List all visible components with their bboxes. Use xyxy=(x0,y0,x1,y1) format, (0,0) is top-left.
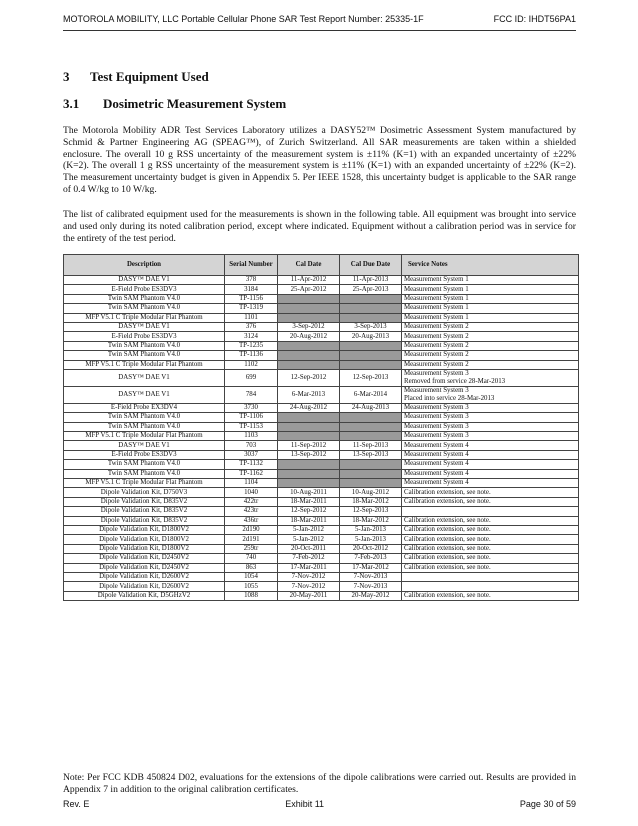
cell-cal-due: 7-Nov-2013 xyxy=(340,582,402,591)
service-note-line: Measurement System 3 xyxy=(404,386,469,394)
cell-serial: 2d191 xyxy=(225,535,278,544)
section-title: Test Equipment Used xyxy=(90,69,209,84)
table-row xyxy=(64,341,579,350)
cell-cal-date: 7-Nov-2012 xyxy=(278,582,340,591)
cell-serial: TP-1319 xyxy=(225,304,278,313)
cell-description: Twin SAM Phantom V4.0 xyxy=(64,351,225,360)
table-row xyxy=(64,582,579,591)
cell-cal-due: 12-Sep-2013 xyxy=(340,507,402,516)
cell-description: E-Field Probe ES3DV3 xyxy=(64,332,225,341)
cell-description: Dipole Validation Kit, D1800V2 xyxy=(64,525,225,534)
cell-cal-date: 11-Apr-2012 xyxy=(278,276,340,285)
table-row xyxy=(64,294,579,303)
cell-service-notes xyxy=(402,386,579,403)
cell-description: Twin SAM Phantom V4.0 xyxy=(64,460,225,469)
cell-serial: 1040 xyxy=(225,488,278,497)
cell-cal-date: 5-Jan-2012 xyxy=(278,525,340,534)
table-row xyxy=(64,386,579,403)
cell-cal-due: 18-Mar-2012 xyxy=(340,516,402,525)
calibration-note: Note: Per FCC KDB 450824 D02, evaluations for the extensions of the dipole calibrations were carried out. Results are provided in Appendix 7 in addition to the original calibration certificates. xyxy=(63,772,576,795)
cell-description: Twin SAM Phantom V4.0 xyxy=(64,294,225,303)
cell-service-notes: Calibration extension, see note. xyxy=(402,563,579,572)
col-header-description: Description xyxy=(64,255,225,276)
footer-page-number: Page 30 of 59 xyxy=(519,799,576,809)
section-number: 3 xyxy=(63,69,70,84)
cell-cal-date: 20-Oct-2011 xyxy=(278,544,340,553)
cell-description: DASY™ DAE V1 xyxy=(64,386,225,403)
cell-serial: 3184 xyxy=(225,285,278,294)
col-header-serial: Serial Number xyxy=(225,255,278,276)
table-row xyxy=(64,488,579,497)
cell-service-notes xyxy=(402,507,579,516)
cell-cal-date xyxy=(278,432,340,441)
cell-description: Twin SAM Phantom V4.0 xyxy=(64,422,225,431)
cell-cal-date xyxy=(278,304,340,313)
cell-cal-due: 18-Mar-2012 xyxy=(340,497,402,506)
cell-description: Dipole Validation Kit, D2450V2 xyxy=(64,563,225,572)
cell-serial: 703 xyxy=(225,441,278,450)
cell-description: Dipole Validation Kit, D750V3 xyxy=(64,488,225,497)
table-row xyxy=(64,276,579,285)
table-row xyxy=(64,369,579,386)
cell-description: DASY™ DAE V1 xyxy=(64,276,225,285)
service-note-subline: Removed from service 28-Mar-2013 xyxy=(404,377,506,385)
cell-description: Dipole Validation Kit, D835V2 xyxy=(64,497,225,506)
table-row xyxy=(64,304,579,313)
cell-cal-date: 6-Mar-2013 xyxy=(278,386,340,403)
cell-service-notes: Measurement System 2 xyxy=(402,351,579,360)
cell-serial: 2d190 xyxy=(225,525,278,534)
table-row xyxy=(64,535,579,544)
table-row xyxy=(64,497,579,506)
table-row xyxy=(64,572,579,581)
table-row xyxy=(64,285,579,294)
cell-cal-date: 7-Feb-2012 xyxy=(278,554,340,563)
cell-service-notes: Measurement System 3 xyxy=(402,413,579,422)
cell-serial: 1103 xyxy=(225,432,278,441)
cell-cal-date: 18-Mar-2011 xyxy=(278,516,340,525)
cell-service-notes: Measurement System 4 xyxy=(402,460,579,469)
cell-cal-date xyxy=(278,313,340,322)
cell-service-notes: Measurement System 2 xyxy=(402,341,579,350)
table-row xyxy=(64,413,579,422)
cell-cal-date xyxy=(278,413,340,422)
cell-serial: 378 xyxy=(225,276,278,285)
cell-service-notes: Measurement System 1 xyxy=(402,304,579,313)
cell-cal-date: 5-Jan-2012 xyxy=(278,535,340,544)
cell-cal-date: 18-Mar-2011 xyxy=(278,497,340,506)
table-row xyxy=(64,403,579,412)
section-heading xyxy=(63,69,209,85)
cell-cal-due: 6-Mar-2014 xyxy=(340,386,402,403)
cell-service-notes: Calibration extension, see note. xyxy=(402,525,579,534)
cell-description: Dipole Validation Kit, D835V2 xyxy=(64,516,225,525)
cell-description: MFP V5.1 C Triple Modular Flat Phantom xyxy=(64,313,225,322)
cell-cal-due: 11-Apr-2013 xyxy=(340,276,402,285)
cell-cal-date xyxy=(278,479,340,488)
service-note-line: Measurement System 3 xyxy=(404,369,469,377)
table-row xyxy=(64,591,579,600)
page-header xyxy=(63,8,576,30)
table-row xyxy=(64,322,579,331)
cell-service-notes xyxy=(402,369,579,386)
cell-description: DASY™ DAE V1 xyxy=(64,369,225,386)
cell-description: Dipole Validation Kit, D835V2 xyxy=(64,507,225,516)
cell-service-notes: Measurement System 3 xyxy=(402,432,579,441)
subsection-number: 3.1 xyxy=(63,96,80,111)
cell-description: MFP V5.1 C Triple Modular Flat Phantom xyxy=(64,432,225,441)
cell-cal-date: 12-Sep-2012 xyxy=(278,369,340,386)
subsection-title: Dosimetric Measurement System xyxy=(103,96,287,111)
cell-description: DASY™ DAE V1 xyxy=(64,441,225,450)
cell-cal-date xyxy=(278,360,340,369)
table-row xyxy=(64,516,579,525)
cell-service-notes: Calibration extension, see note. xyxy=(402,535,579,544)
cell-cal-due xyxy=(340,294,402,303)
cell-description: E-Field Probe ES3DV3 xyxy=(64,285,225,294)
cell-cal-due: 12-Sep-2013 xyxy=(340,369,402,386)
cell-serial: 3124 xyxy=(225,332,278,341)
table-row xyxy=(64,432,579,441)
cell-cal-due xyxy=(340,313,402,322)
cell-service-notes: Measurement System 2 xyxy=(402,332,579,341)
cell-service-notes xyxy=(402,572,579,581)
cell-cal-date: 25-Apr-2012 xyxy=(278,285,340,294)
cell-service-notes: Measurement System 4 xyxy=(402,450,579,459)
cell-serial: 1088 xyxy=(225,591,278,600)
cell-serial: 740 xyxy=(225,554,278,563)
cell-description: Twin SAM Phantom V4.0 xyxy=(64,469,225,478)
equipment-list-paragraph: The list of calibrated equipment used for the measurements is shown in the following table. All equipment was brought into service and used only during its noted calibration period, except where indicated. Equipment without a calibration period was in service for the entirety of the test period. xyxy=(63,209,576,244)
cell-description: Dipole Validation Kit, D2450V2 xyxy=(64,554,225,563)
cell-service-notes: Calibration extension, see note. xyxy=(402,591,579,600)
cell-description: MFP V5.1 C Triple Modular Flat Phantom xyxy=(64,360,225,369)
cell-serial: 436tr xyxy=(225,516,278,525)
cell-description: Twin SAM Phantom V4.0 xyxy=(64,304,225,313)
cell-serial: 3037 xyxy=(225,450,278,459)
cell-serial: 423tr xyxy=(225,507,278,516)
table-row xyxy=(64,332,579,341)
cell-serial: 422tr xyxy=(225,497,278,506)
cell-cal-due: 20-May-2012 xyxy=(340,591,402,600)
cell-cal-date: 7-Nov-2012 xyxy=(278,572,340,581)
cell-serial: TP-1162 xyxy=(225,469,278,478)
cell-service-notes: Measurement System 3 xyxy=(402,403,579,412)
cell-description: Dipole Validation Kit, D1800V2 xyxy=(64,544,225,553)
cell-serial: 784 xyxy=(225,386,278,403)
cell-description: Dipole Validation Kit, D2600V2 xyxy=(64,572,225,581)
cell-cal-due: 17-Mar-2012 xyxy=(340,563,402,572)
subsection-heading xyxy=(63,96,286,112)
cell-cal-due: 3-Sep-2013 xyxy=(340,322,402,331)
cell-cal-date: 24-Aug-2012 xyxy=(278,403,340,412)
cell-serial: 699 xyxy=(225,369,278,386)
cell-cal-date: 13-Sep-2012 xyxy=(278,450,340,459)
cell-cal-due: 10-Aug-2012 xyxy=(340,488,402,497)
cell-serial: 376 xyxy=(225,322,278,331)
table-header-row xyxy=(64,255,579,276)
table-row xyxy=(64,563,579,572)
cell-description: E-Field Probe ES3DV3 xyxy=(64,450,225,459)
cell-cal-due: 24-Aug-2013 xyxy=(340,403,402,412)
cell-service-notes: Calibration extension, see note. xyxy=(402,497,579,506)
cell-description: Dipole Validation Kit, D1800V2 xyxy=(64,535,225,544)
cell-cal-date: 11-Sep-2012 xyxy=(278,441,340,450)
table-row xyxy=(64,525,579,534)
cell-cal-date xyxy=(278,422,340,431)
cell-cal-date: 10-Aug-2011 xyxy=(278,488,340,497)
table-row xyxy=(64,450,579,459)
cell-serial: 3730 xyxy=(225,403,278,412)
cell-service-notes: Measurement System 3 xyxy=(402,422,579,431)
cell-cal-due: 5-Jan-2013 xyxy=(340,535,402,544)
table-row xyxy=(64,313,579,322)
cell-serial: 1104 xyxy=(225,479,278,488)
table-row xyxy=(64,351,579,360)
cell-serial: 863 xyxy=(225,563,278,572)
cell-service-notes: Measurement System 4 xyxy=(402,441,579,450)
cell-description: DASY™ DAE V1 xyxy=(64,322,225,331)
cell-service-notes xyxy=(402,582,579,591)
cell-cal-date xyxy=(278,469,340,478)
cell-cal-due xyxy=(340,479,402,488)
cell-cal-due xyxy=(340,413,402,422)
cell-service-notes: Measurement System 1 xyxy=(402,313,579,322)
col-header-cal-due: Cal Due Date xyxy=(340,255,402,276)
cell-description: Dipole Validation Kit, D5GHzV2 xyxy=(64,591,225,600)
table-row xyxy=(64,460,579,469)
header-left-text: MOTOROLA MOBILITY, LLC Portable Cellular Phone SAR Test Report Number: 25335-1F xyxy=(63,14,424,24)
table-row xyxy=(64,554,579,563)
cell-service-notes: Measurement System 4 xyxy=(402,469,579,478)
cell-cal-date xyxy=(278,341,340,350)
header-fcc-id: FCC ID: IHDT56PA1 xyxy=(493,14,576,24)
cell-serial: TP-1156 xyxy=(225,294,278,303)
cell-description: Twin SAM Phantom V4.0 xyxy=(64,341,225,350)
cell-cal-due: 13-Sep-2013 xyxy=(340,450,402,459)
cell-service-notes: Measurement System 1 xyxy=(402,276,579,285)
cell-service-notes: Measurement System 1 xyxy=(402,285,579,294)
cell-description: Dipole Validation Kit, D2600V2 xyxy=(64,582,225,591)
cell-serial: TP-1153 xyxy=(225,422,278,431)
table-row xyxy=(64,544,579,553)
cell-service-notes: Calibration extension, see note. xyxy=(402,554,579,563)
cell-cal-due xyxy=(340,422,402,431)
cell-serial: 1101 xyxy=(225,313,278,322)
cell-service-notes: Measurement System 2 xyxy=(402,360,579,369)
cell-description: Twin SAM Phantom V4.0 xyxy=(64,413,225,422)
cell-serial: TP-1136 xyxy=(225,351,278,360)
page-footer xyxy=(63,799,576,809)
cell-serial: TP-1132 xyxy=(225,460,278,469)
table-row xyxy=(64,441,579,450)
cell-cal-date xyxy=(278,351,340,360)
cell-cal-due xyxy=(340,360,402,369)
cell-cal-due: 7-Nov-2013 xyxy=(340,572,402,581)
cell-cal-date: 20-May-2011 xyxy=(278,591,340,600)
cell-cal-due xyxy=(340,341,402,350)
footer-exhibit: Exhibit 11 xyxy=(285,799,325,809)
cell-cal-due xyxy=(340,351,402,360)
cell-service-notes: Calibration extension, see note. xyxy=(402,516,579,525)
service-note-subline: Placed into service 28-Mar-2013 xyxy=(404,394,495,402)
cell-cal-due: 5-Jan-2013 xyxy=(340,525,402,534)
table-row xyxy=(64,507,579,516)
cell-service-notes: Measurement System 4 xyxy=(402,479,579,488)
cell-cal-date xyxy=(278,460,340,469)
equipment-table xyxy=(63,254,579,601)
cell-cal-date xyxy=(278,294,340,303)
cell-serial: TP-1235 xyxy=(225,341,278,350)
cell-cal-date: 3-Sep-2012 xyxy=(278,322,340,331)
cell-service-notes: Measurement System 2 xyxy=(402,322,579,331)
cell-cal-due: 25-Apr-2013 xyxy=(340,285,402,294)
footer-revision: Rev. E xyxy=(63,799,90,809)
table-row xyxy=(64,479,579,488)
cell-cal-date: 12-Sep-2012 xyxy=(278,507,340,516)
cell-serial: 1102 xyxy=(225,360,278,369)
cell-description: E-Field Probe EX3DV4 xyxy=(64,403,225,412)
cell-cal-due xyxy=(340,469,402,478)
cell-cal-due xyxy=(340,304,402,313)
cell-service-notes: Measurement System 1 xyxy=(402,294,579,303)
cell-cal-due: 20-Aug-2013 xyxy=(340,332,402,341)
cell-cal-due: 11-Sep-2013 xyxy=(340,441,402,450)
cell-serial: TP-1106 xyxy=(225,413,278,422)
cell-cal-date: 20-Aug-2012 xyxy=(278,332,340,341)
cell-serial: 1055 xyxy=(225,582,278,591)
cell-service-notes: Calibration extension, see note. xyxy=(402,544,579,553)
intro-paragraph: The Motorola Mobility ADR Test Services Laboratory utilizes a DASY52™ Dosimetric Assessment System manufactured by Schmid & Partner Engineering AG (SPEAG™), of Zurich Switzerland. All SAR measurements are taken within a shielded enclosure. The overall 10 g RSS uncertainty of the measurement system is ±11% (K=1) with an expanded uncertainty of ±22% (K=2). The overall 1 g RSS uncertainty of the measurement system is ±11% (K=1) with an expanded uncertainty of ±22% (K=2). The measurement uncertainty budget is given in Appendix 5. Per IEEE 1528, this uncertainty budget is applicable to the SAR range of 0.4 W/kg to 10 W/kg. xyxy=(63,125,576,195)
cell-cal-due xyxy=(340,460,402,469)
cell-serial: 1054 xyxy=(225,572,278,581)
col-header-service-notes: Service Notes xyxy=(402,255,579,276)
header-rule xyxy=(63,30,576,31)
table-row xyxy=(64,422,579,431)
cell-serial: 259tr xyxy=(225,544,278,553)
cell-cal-due xyxy=(340,432,402,441)
cell-service-notes: Calibration extension, see note. xyxy=(402,488,579,497)
cell-description: MFP V5.1 C Triple Modular Flat Phantom xyxy=(64,479,225,488)
cell-cal-date: 17-Mar-2011 xyxy=(278,563,340,572)
table-row xyxy=(64,360,579,369)
cell-cal-due: 7-Feb-2013 xyxy=(340,554,402,563)
col-header-cal-date: Cal Date xyxy=(278,255,340,276)
table-row xyxy=(64,469,579,478)
cell-cal-due: 20-Oct-2012 xyxy=(340,544,402,553)
